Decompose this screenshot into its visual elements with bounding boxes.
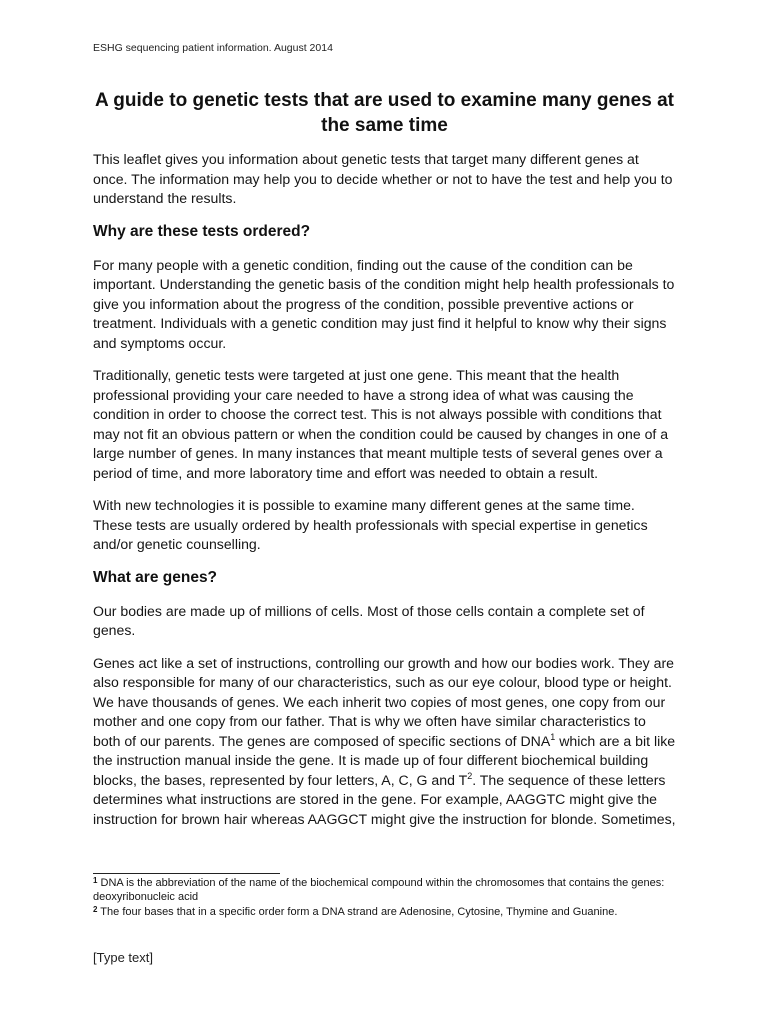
- footnote-ref-1[interactable]: 1: [550, 731, 556, 742]
- footnote-1: [93, 877, 676, 904]
- footnotes: [93, 877, 676, 922]
- genes-paragraph-2-part-b: which are a bit like the instruction manual inside the gene. It is made up of four different biochemical building blocks, the bases, represented by four letters, A, C, G and T: [93, 732, 676, 788]
- section-heading-why-ordered: Why are these tests ordered?: [93, 222, 311, 240]
- document-title: A guide to genetic tests that are used to examine many genes at the same time: [95, 90, 674, 136]
- genes-paragraph-2-part-a: Genes act like a set of instructions, controlling our growth and how our bodies work. They are also responsible for many of our characteristics, such as our eye colour, blood type or height. We have thousands of genes. We each inherit two copies of most genes, one copy from our mother and one copy from our father. That is why we often have similar characteristics to both of our parents. The genes are composed of specific sections of DNA: [93, 654, 675, 749]
- genes-paragraph-1: Our bodies are made up of millions of cells. Most of those cells contain a complete set of genes.: [93, 602, 645, 638]
- section-heading-what-are-genes: What are genes?: [93, 568, 218, 586]
- main-content: [93, 150, 676, 842]
- footnote-text-2: The four bases that in a specific order form a DNA strand are Adenosine, Cytosine, Thymine and Guanine.: [97, 906, 618, 918]
- footnote-separator: [93, 873, 280, 874]
- footnote-ref-2[interactable]: 2: [467, 770, 473, 781]
- running-header: ESHG sequencing patient information. August 2014: [93, 42, 333, 54]
- genes-paragraph-2: [93, 654, 676, 830]
- genes-paragraph-2-part-c: . The sequence of these letters determines what instructions are stored in the gene. For example, AAGGTC might give the instruction for brown hair whereas AAGGCT might give the instruction for blonde. Sometimes,: [93, 771, 676, 827]
- intro-paragraph: This leaflet gives you information about genetic tests that target many different genes at once. The information may help you to decide whether or not to have the test and help you to understand the results.: [93, 151, 673, 206]
- why-ordered-paragraph-2: Traditionally, genetic tests were targeted at just one gene. This meant that the health professional providing your care needed to have a strong idea of what was causing the condition in order to choose the correct test. This is not always possible with conditions that may not fit an obvious pattern or when the condition could be caused by changes in one of a large number of genes. In many instances that meant multiple tests of several genes over a period of time, and more laboratory time and effort was needed to obtain a result.: [93, 367, 669, 481]
- footnote-mark-2: 2: [93, 905, 98, 914]
- why-ordered-paragraph-1: For many people with a genetic condition, finding out the cause of the condition can be important. Understanding the genetic basis of the condition might help health professionals to give you information about the progress of the condition, possible preventive actions or treatment. Individuals with a genetic condition may just find it helpful to know why their signs and symptoms occur.: [93, 256, 675, 351]
- footnote-text-1: DNA is the abbreviation of the name of the biochemical compound within the chromosomes that contains the genes: deoxyribonucleic acid: [93, 877, 665, 903]
- footnote-2: [93, 906, 676, 920]
- footnote-mark-1: 1: [93, 876, 98, 885]
- page-footer: [Type text]: [93, 950, 153, 965]
- why-ordered-paragraph-3: With new technologies it is possible to examine many different genes at the same time. These tests are usually ordered by health professionals with special expertise in genetics and/or genetic counselling.: [93, 497, 648, 552]
